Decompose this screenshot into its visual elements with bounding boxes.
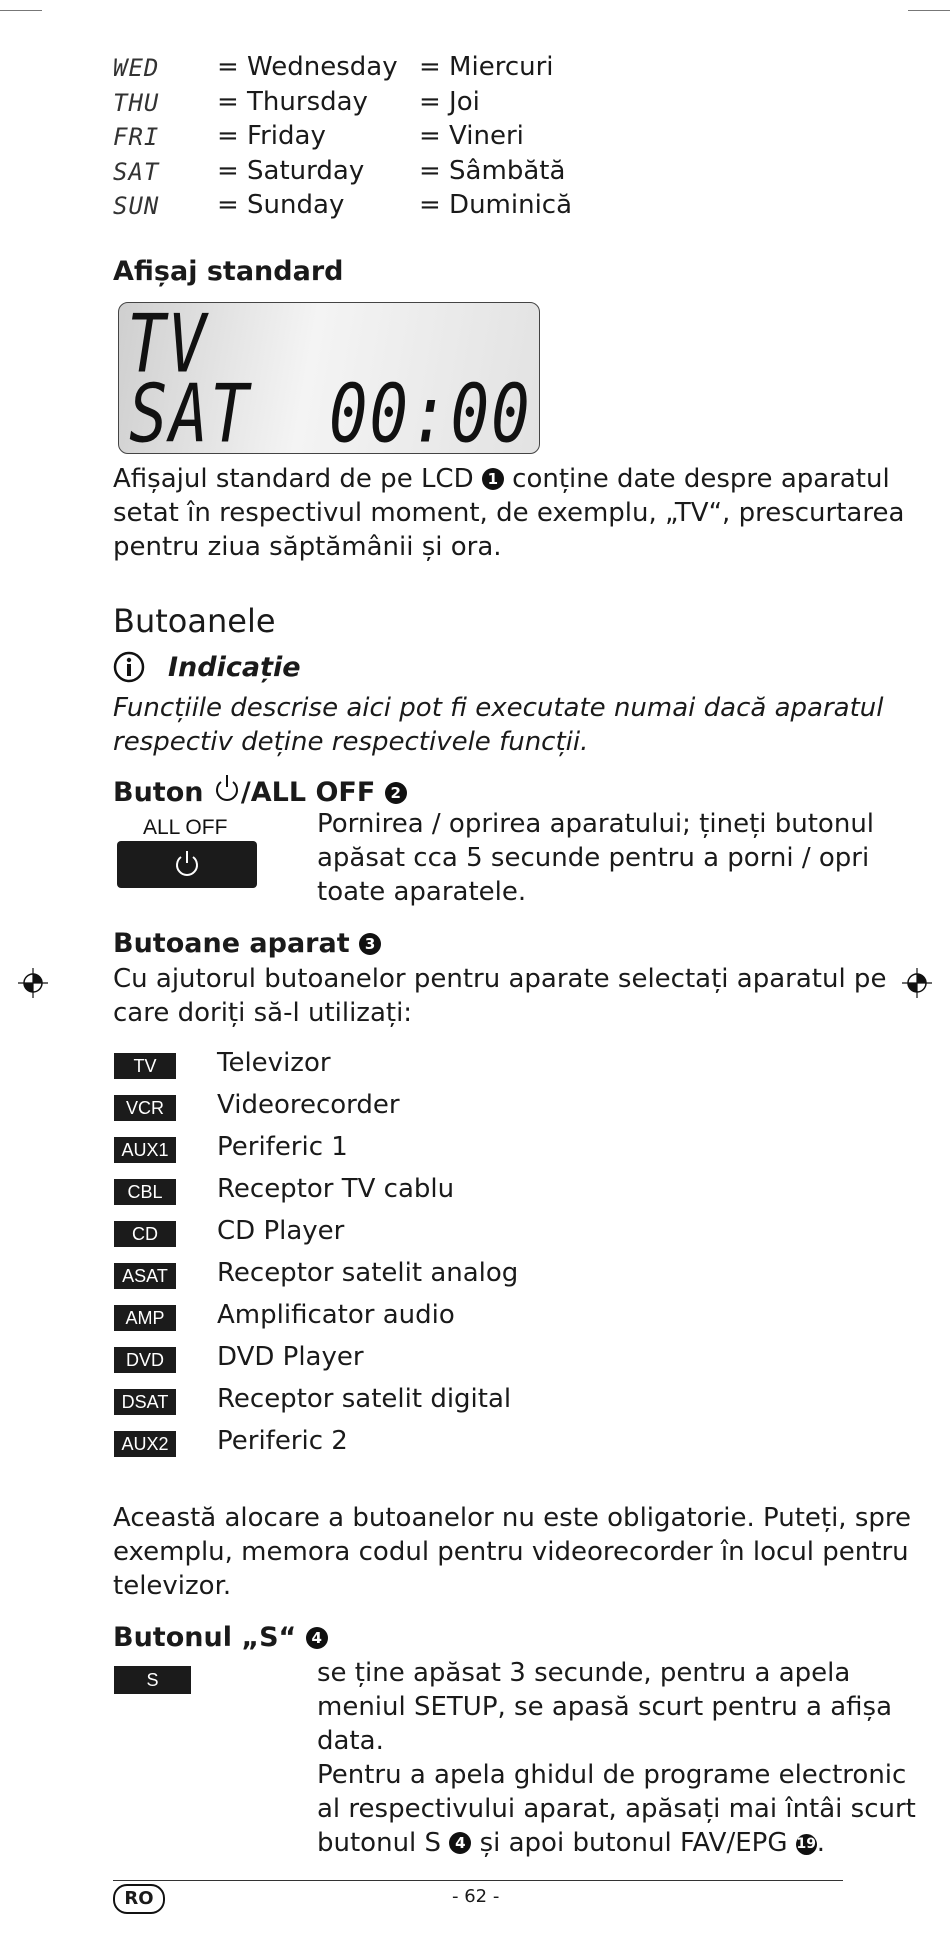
paragraph-line: toate aparatele. — [317, 877, 527, 907]
device-label: Periferic 1 — [217, 1132, 348, 1162]
crop-mark-right — [908, 10, 950, 11]
power-icon — [213, 773, 241, 803]
paragraph-line: televizor. — [113, 1571, 232, 1601]
registration-mark-icon — [18, 968, 48, 998]
alloff-button-label: ALL OFF — [143, 816, 228, 839]
device-label: Receptor satelit digital — [217, 1384, 512, 1414]
lcd-time-text: 00:00 — [329, 369, 532, 454]
device-label: Receptor satelit analog — [217, 1258, 519, 1288]
reference-number: 2 — [385, 782, 407, 804]
reference-number: 3 — [359, 933, 381, 955]
reference-number: 19 — [796, 1834, 817, 1855]
paragraph-line: al respectivului aparat, apăsați mai întâi scurt — [317, 1794, 916, 1824]
device-button-dvd[interactable]: DVD — [114, 1347, 176, 1373]
registration-mark-icon — [902, 968, 932, 998]
lcd-device-text: TV — [127, 302, 209, 392]
device-label: Videorecorder — [217, 1090, 400, 1120]
day-abbr: FRI — [113, 123, 160, 151]
device-label: Amplificator audio — [217, 1300, 455, 1330]
section-heading-standard-display: Afișaj standard — [113, 256, 344, 287]
day-romanian: = Duminică — [419, 190, 573, 220]
alloff-button[interactable] — [117, 841, 257, 888]
day-abbr: SAT — [113, 157, 160, 186]
section-heading-buttons: Butoanele — [113, 602, 276, 640]
device-buttons-heading: Butoane aparat 3 — [113, 928, 381, 959]
day-romanian: = Sâmbătă — [419, 155, 566, 186]
crop-mark-left — [0, 10, 42, 11]
page-number: - 62 - — [452, 1886, 500, 1907]
day-romanian: = Miercuri — [419, 52, 554, 82]
note-title: Indicație — [168, 652, 301, 683]
paragraph-line: Cu ajutorul butoanelor pentru aparate selectați aparatul pe — [113, 964, 887, 994]
device-button-vcr[interactable]: VCR — [114, 1095, 176, 1121]
info-icon — [113, 651, 145, 683]
note-text-line: respectiv deține respectivele funcții. — [113, 727, 589, 757]
device-button-aux2[interactable]: AUX2 — [114, 1431, 176, 1457]
s-button-heading: Butonul „S“ 4 — [113, 1622, 328, 1653]
paragraph-line: exemplu, memora codul pentru videorecorder în locul pentru — [113, 1537, 909, 1567]
day-english: = Friday — [217, 121, 326, 151]
day-romanian: = Joi — [419, 86, 480, 117]
device-button-dsat[interactable]: DSAT — [114, 1389, 176, 1415]
device-button-amp[interactable]: AMP — [114, 1305, 176, 1331]
paragraph-line: data. — [317, 1726, 384, 1756]
note-text-line: Funcțiile descrise aici pot fi executate numai dacă aparatul — [113, 693, 884, 723]
day-romanian: = Vineri — [419, 121, 524, 151]
paragraph-line: apăsat cca 5 secunde pentru a porni / opri — [317, 843, 870, 873]
lcd-display — [118, 302, 540, 454]
reference-number: 4 — [306, 1627, 328, 1649]
device-label: CD Player — [217, 1216, 345, 1246]
device-label: Televizor — [217, 1048, 331, 1078]
device-button-cd[interactable]: CD — [114, 1221, 176, 1247]
day-english: = Sunday — [217, 190, 345, 220]
paragraph-line: Afișajul standard de pe LCD 1 conține date despre aparatul — [113, 464, 890, 494]
device-button-cbl[interactable]: CBL — [114, 1179, 176, 1205]
reference-number: 4 — [449, 1832, 471, 1854]
power-icon — [172, 849, 202, 879]
day-abbr: THU — [113, 88, 160, 117]
device-label: DVD Player — [217, 1342, 364, 1372]
device-label: Periferic 2 — [217, 1426, 348, 1456]
device-button-asat[interactable]: ASAT — [114, 1263, 176, 1289]
day-english: = Saturday — [217, 155, 365, 186]
day-abbr: SUN — [113, 192, 160, 220]
language-badge: RO — [113, 1884, 165, 1914]
device-button-tv[interactable]: TV — [114, 1053, 176, 1079]
paragraph-line: se ține apăsat 3 secunde, pentru a apela — [317, 1658, 851, 1688]
day-abbr: WED — [113, 54, 160, 82]
s-button[interactable]: S — [114, 1666, 191, 1694]
alloff-heading: Buton /ALL OFF 2 — [113, 773, 407, 808]
day-english: = Thursday — [217, 86, 368, 117]
paragraph-line: setat în respectivul moment, de exemplu, „TV“, prescurtarea — [113, 498, 905, 528]
device-button-aux1[interactable]: AUX1 — [114, 1137, 176, 1163]
footer-divider — [113, 1880, 843, 1881]
paragraph-line: meniul SETUP, se apasă scurt pentru a afișa — [317, 1692, 893, 1722]
paragraph-line: care doriți să-l utilizați: — [113, 998, 413, 1028]
lcd-day-text: SAT — [129, 369, 251, 454]
reference-number: 1 — [482, 468, 504, 490]
paragraph-line: Pornirea / oprirea aparatului; țineți butonul — [317, 809, 875, 839]
device-label: Receptor TV cablu — [217, 1174, 455, 1204]
paragraph-line: Pentru a apela ghidul de programe electronic — [317, 1760, 907, 1790]
paragraph-line: Această alocare a butoanelor nu este obligatorie. Puteți, spre — [113, 1503, 911, 1533]
paragraph-line: butonul S 4 și apoi butonul FAV/EPG 19. — [317, 1828, 825, 1858]
paragraph-line: pentru ziua săptămânii și ora. — [113, 532, 502, 562]
day-english: = Wednesday — [217, 52, 398, 82]
